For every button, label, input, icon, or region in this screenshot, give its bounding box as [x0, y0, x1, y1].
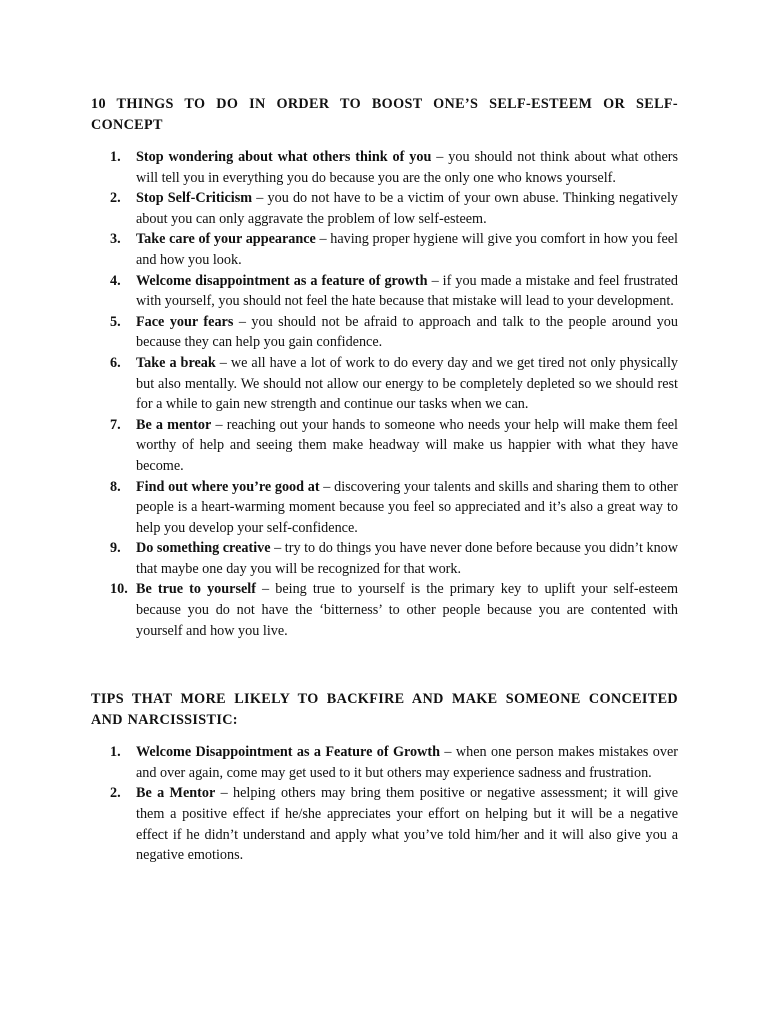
self-esteem-list — [91, 147, 678, 641]
item-text: – try to do things you have never done before because you didn’t know that maybe one day you will be recognized for that work. — [136, 540, 678, 577]
backfire-tips-list — [91, 742, 678, 866]
list-item — [91, 742, 678, 783]
self-esteem-section — [91, 94, 678, 641]
list-item — [91, 229, 678, 270]
item-text: – you should not be afraid to approach and talk to the people around you because they can help you gain confidence. — [136, 313, 678, 351]
list-item — [91, 271, 678, 312]
item-number: 2. — [110, 190, 121, 207]
list-item — [91, 147, 678, 188]
item-number: 8. — [110, 478, 121, 495]
section-heading: 10 THINGS TO DO IN ORDER TO BOOST ONE’S SELF-ESTEEM OR SELF-CONCEPT — [91, 96, 678, 133]
item-text: – being true to yourself is the primary key to uplift your self-esteem because you do not have the ‘bitterness’ to other people because you are contented with yourself and how you live. — [136, 581, 679, 639]
item-number: 5. — [110, 313, 121, 330]
item-term: Welcome Disappointment as a Feature of Growth — [136, 744, 441, 761]
item-text: – discovering your talents and skills and sharing them to other people is a heart-warming moment because you feel so appreciated and it’s also a great way to help you develop your self-confidence. — [136, 478, 679, 536]
item-text: – helping others may bring them positive or negative assessment; it will give them a positive effect if he/she appreciates your effort on helping but it will be a negative effect if he didn’t understand and apply what you’ve told him/her and it will also give you a negative emotions. — [136, 785, 678, 864]
list-item — [91, 353, 678, 415]
item-number: 7. — [110, 416, 121, 433]
item-number: 2. — [110, 785, 121, 802]
section-heading: TIPS THAT MORE LIKELY TO BACKFIRE AND MAKE SOMEONE CONCEITED AND NARCISSISTIC: — [91, 691, 678, 728]
list-item — [91, 538, 678, 579]
item-term: Face your fears — [136, 313, 234, 330]
item-number: 4. — [110, 272, 121, 289]
item-number: 10. — [110, 581, 128, 598]
item-number: 9. — [110, 540, 121, 557]
list-item — [91, 312, 678, 353]
item-text: – we all have a lot of work to do every day and we get tired not only physically but also mentally. We should not allow our energy to be completely depleted so we should rest for a while to gain new strength and continue our tasks when we can. — [136, 354, 678, 413]
item-term: Take a break — [136, 354, 216, 371]
list-item — [91, 783, 678, 865]
item-text: – you should not think about what others will tell you in everything you do because you are the only one who knows yourself. — [136, 149, 678, 186]
item-number: 1. — [110, 149, 121, 165]
item-term: Welcome disappointment as a feature of growth — [136, 272, 428, 289]
item-number: 1. — [110, 744, 121, 761]
item-term: Stop Self-Criticism — [136, 190, 253, 207]
item-text: – you do not have to be a victim of your own abuse. Thinking negatively about you can only aggravate the problem of low self-esteem. — [136, 190, 678, 227]
item-term: Stop wondering about what others think of you — [136, 149, 432, 165]
item-term: Be a Mentor — [136, 785, 216, 802]
list-item — [91, 415, 678, 477]
item-text: – reaching out your hands to someone who needs your help will make them feel worthy of help and seeing them make headway will make us happier with what they have become. — [136, 416, 678, 474]
backfire-tips-section — [91, 689, 678, 866]
item-term: Find out where you’re good at — [136, 478, 320, 495]
item-term: Be true to yourself — [136, 581, 256, 598]
list-item — [91, 188, 678, 229]
item-text: – when one person makes mistakes over and over again, come may get used to it but others may experience sadness and frustration. — [136, 744, 678, 781]
item-number: 6. — [110, 354, 121, 371]
item-term: Take care of your appearance — [136, 231, 316, 248]
item-text: – having proper hygiene will give you comfort in how you feel and how you look. — [136, 231, 678, 268]
list-item — [91, 477, 678, 539]
item-term: Be a mentor — [136, 416, 212, 433]
item-number: 3. — [110, 231, 121, 248]
item-term: Do something creative — [136, 540, 271, 557]
list-item — [91, 579, 678, 641]
item-text: – if you made a mistake and feel frustrated with yourself, you should not feel the hate because that mistake will lead to your development. — [136, 272, 678, 310]
